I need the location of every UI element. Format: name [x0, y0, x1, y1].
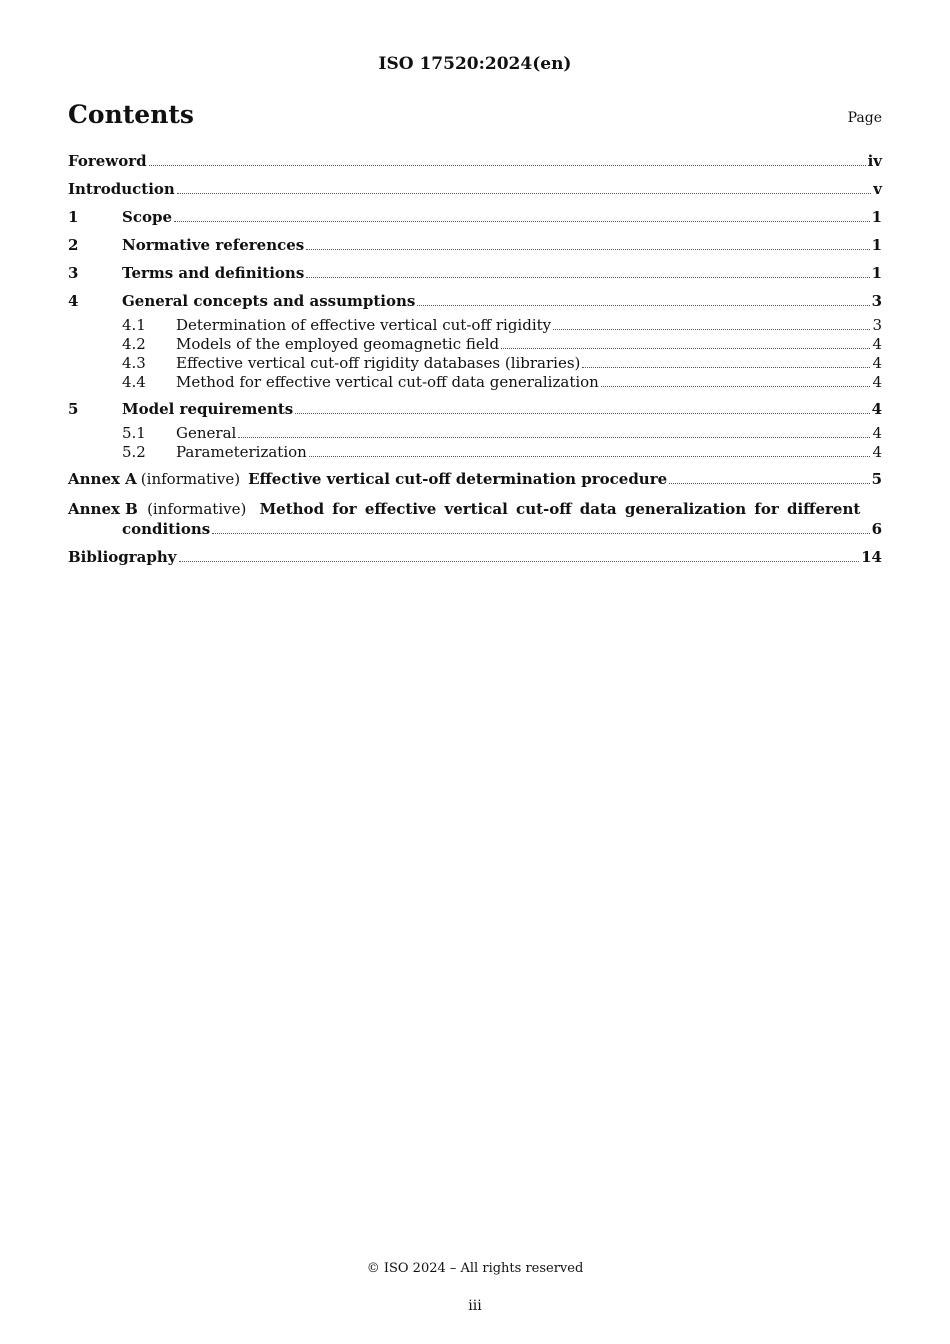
toc-page-number: 5 [871, 470, 882, 488]
toc-page-number: 6 [871, 520, 882, 538]
toc-entry-title-continued: conditions [122, 520, 211, 538]
toc-page-number: v [873, 180, 882, 198]
annex-informative-note: (informative) [140, 470, 241, 488]
toc-page-number: 1 [871, 264, 882, 282]
dot-leader [177, 192, 871, 194]
toc-page-number: 4 [872, 354, 882, 372]
toc-subentry-title: Parameterization [176, 443, 307, 461]
contents-title: Contents [68, 100, 195, 129]
toc-subentry-4-2[interactable] [68, 335, 882, 354]
toc-entry-foreword[interactable] [68, 152, 882, 176]
toc-subclause-number: 4.2 [122, 335, 146, 353]
toc-subentry-title: General [176, 424, 237, 442]
toc-clause-number: 5 [68, 400, 79, 418]
toc-subentry-4-1[interactable] [68, 316, 882, 335]
dot-leader [601, 385, 871, 387]
dot-leader [179, 560, 860, 562]
toc-subentry-title: Determination of effective vertical cut-off rigidity [176, 316, 552, 334]
document-id-header: ISO 17520:2024(en) [378, 54, 572, 74]
dot-leader [174, 220, 870, 222]
copyright-footer: © ISO 2024 – All rights reserved [366, 1261, 584, 1276]
toc-entry-title: General concepts and assumptions [122, 292, 416, 310]
toc-subclause-number: 4.4 [122, 373, 146, 391]
toc-entry-terms-and-definitions[interactable] [68, 264, 882, 288]
toc-subclause-number: 5.1 [122, 424, 146, 442]
toc-entry-title: Introduction [68, 180, 175, 198]
table-of-contents [68, 152, 882, 572]
toc-page-number: 1 [871, 208, 882, 226]
page-column-label: Page [847, 110, 882, 126]
toc-entry-annex-b[interactable] [68, 500, 882, 544]
toc-page-number: 4 [871, 400, 882, 418]
toc-subentry-title: Models of the employed geomagnetic field [176, 335, 500, 353]
dot-leader [669, 482, 869, 484]
toc-subclause-number: 4.3 [122, 354, 146, 372]
dot-leader [582, 366, 870, 368]
toc-page-number: 4 [872, 335, 882, 353]
toc-subentry-5-2[interactable] [68, 443, 882, 462]
annex-informative-note: (informative) [147, 500, 247, 518]
toc-entry-bibliography[interactable] [68, 548, 882, 572]
toc-entry-title: Effective vertical cut-off determination procedure [248, 470, 668, 488]
dot-leader [309, 455, 871, 457]
toc-entry-scope[interactable] [68, 208, 882, 232]
toc-entry-title: Scope [122, 208, 173, 226]
toc-subclause-number: 5.2 [122, 443, 146, 461]
dot-leader [306, 276, 869, 278]
toc-subentry-title: Effective vertical cut-off rigidity databases (libraries) [176, 354, 581, 372]
toc-entry-general-concepts[interactable] [68, 292, 882, 316]
page-number: iii [468, 1298, 482, 1314]
toc-page-number: 4 [872, 424, 882, 442]
dot-leader [238, 436, 870, 438]
toc-page-number: 4 [872, 373, 882, 391]
dot-leader [295, 412, 869, 414]
toc-clause-number: 2 [68, 236, 79, 254]
toc-page-number: 3 [872, 316, 882, 334]
toc-clause-number: 4 [68, 292, 79, 310]
toc-subentry-4-3[interactable] [68, 354, 882, 373]
toc-subentry-4-4[interactable] [68, 373, 882, 392]
toc-entry-title: Terms and definitions [122, 264, 305, 282]
toc-entry-title: Normative references [122, 236, 305, 254]
toc-entry-title: Foreword [68, 152, 147, 170]
toc-subentry-5-1[interactable] [68, 424, 882, 443]
toc-page-number: 14 [861, 548, 882, 566]
toc-subentry-title: Method for effective vertical cut-off data generalization [176, 373, 599, 391]
toc-page-number: 4 [872, 443, 882, 461]
dot-leader [501, 347, 870, 349]
toc-subclause-number: 4.1 [122, 316, 146, 334]
toc-entry-title: Bibliography [68, 548, 177, 566]
dot-leader [212, 532, 869, 534]
dot-leader [149, 164, 866, 166]
annex-label: Annex B [68, 500, 138, 518]
toc-entry-model-requirements[interactable] [68, 400, 882, 424]
toc-entry-introduction[interactable] [68, 180, 882, 204]
dot-leader [306, 248, 869, 250]
toc-entry-title: Model requirements [122, 400, 294, 418]
toc-page-number: 3 [871, 292, 882, 310]
dot-leader [553, 328, 870, 330]
toc-page-number: iv [867, 152, 882, 170]
toc-clause-number: 3 [68, 264, 79, 282]
toc-entry-normative-references[interactable] [68, 236, 882, 260]
annex-label: Annex A [68, 470, 137, 488]
dot-leader [417, 304, 869, 306]
toc-entry-title: Method for effective vertical cut-off data generalization for different [259, 500, 861, 518]
toc-entry-annex-a[interactable] [68, 470, 882, 494]
toc-page-number: 1 [871, 236, 882, 254]
toc-clause-number: 1 [68, 208, 79, 226]
